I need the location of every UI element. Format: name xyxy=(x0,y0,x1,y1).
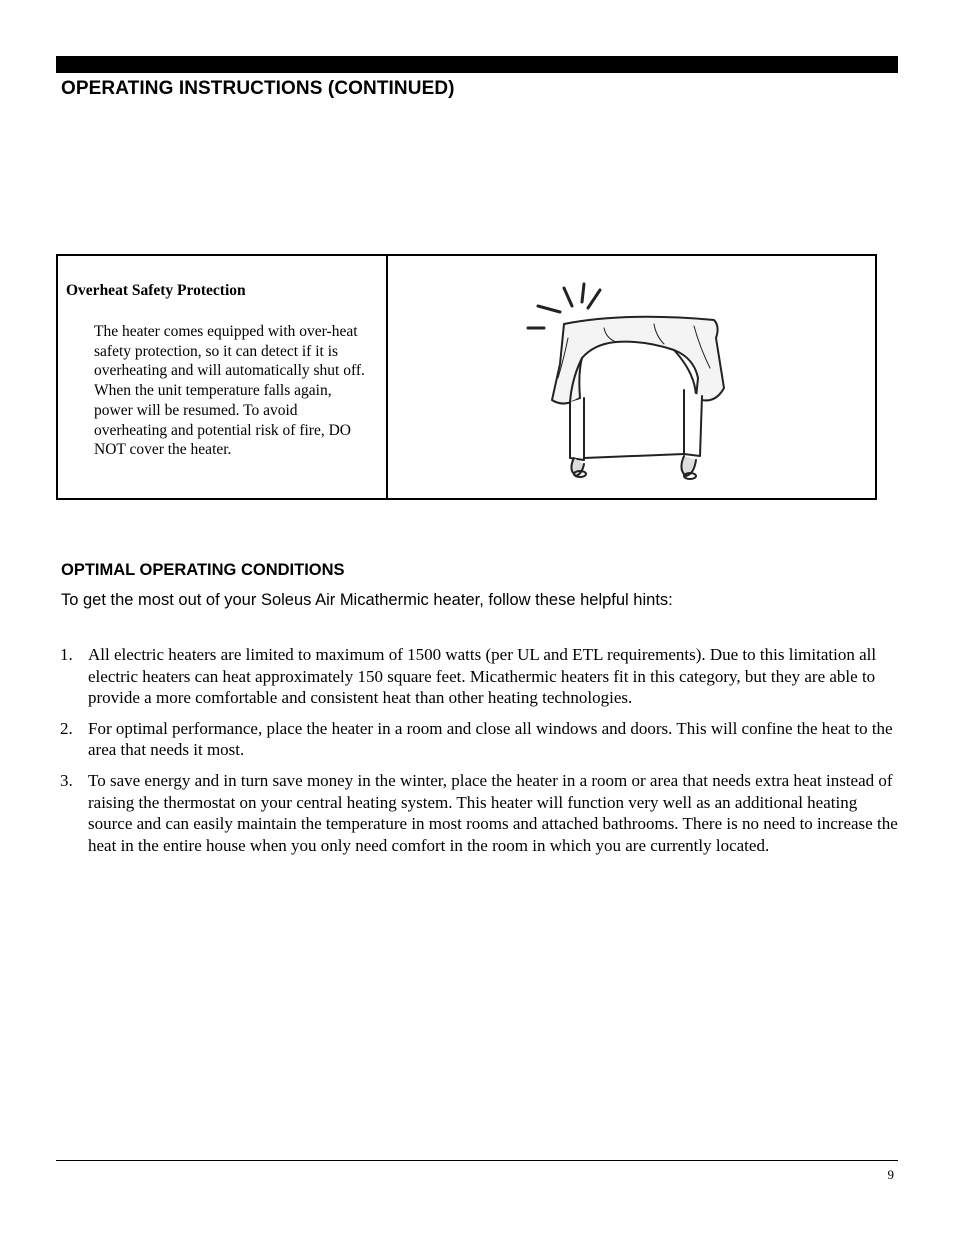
page-title: OPERATING INSTRUCTIONS (CONTINUED) xyxy=(61,78,455,99)
box-divider xyxy=(386,256,388,498)
section-heading: OPTIMAL OPERATING CONDITIONS xyxy=(61,561,345,579)
list-item-text: All electric heaters are limited to maximum of 1500 watts (per UL and ETL requirements). Due to this limitation all electric heaters can heat approximately 150 square feet. Micathermic heaters fit in this category, but they are able to provide a more comfortable and consistent heat than other heating technologies. xyxy=(88,645,877,708)
page-number: 9 xyxy=(887,1167,894,1182)
list-item xyxy=(60,644,900,709)
section-intro: To get the most out of your Soleus Air Micathermic heater, follow these helpful hints: xyxy=(61,591,673,609)
list-item-number: 1. xyxy=(60,645,73,664)
hints-list xyxy=(60,644,900,865)
header-bar xyxy=(56,56,898,73)
footer-rule xyxy=(56,1160,898,1161)
list-item xyxy=(60,718,900,761)
safety-info-box xyxy=(56,254,877,500)
list-item-number: 2. xyxy=(60,718,73,738)
list-item-text: For optimal performance, place the heater in a room and close all windows and doors. This will confine the heat to the area that needs it most. xyxy=(88,718,893,760)
safety-box-body: The heater comes equipped with over-heat safety protection, so it can detect if it is overheating and will automatically shut off. When the unit temperature falls again, power will be resumed. To avoid overheating and potential risk of fire, DO NOT cover the heater. xyxy=(94,323,365,459)
covered-heater-warning-icon xyxy=(524,278,734,488)
list-item-text: To save energy and in turn save money in the winter, place the heater in a room or area that needs extra heat instead of raising the thermostat on your central heating system. This heater will function very well as an additional heating source and can easily maintain the temperature in most rooms and attached bathrooms. There is no need to increase the heat in the entire house when you only need comfort in the room in which you are currently located. xyxy=(88,770,898,855)
list-item-number: 3. xyxy=(60,770,73,790)
safety-box-heading: Overheat Safety Protection xyxy=(66,282,246,299)
list-item xyxy=(60,770,900,856)
